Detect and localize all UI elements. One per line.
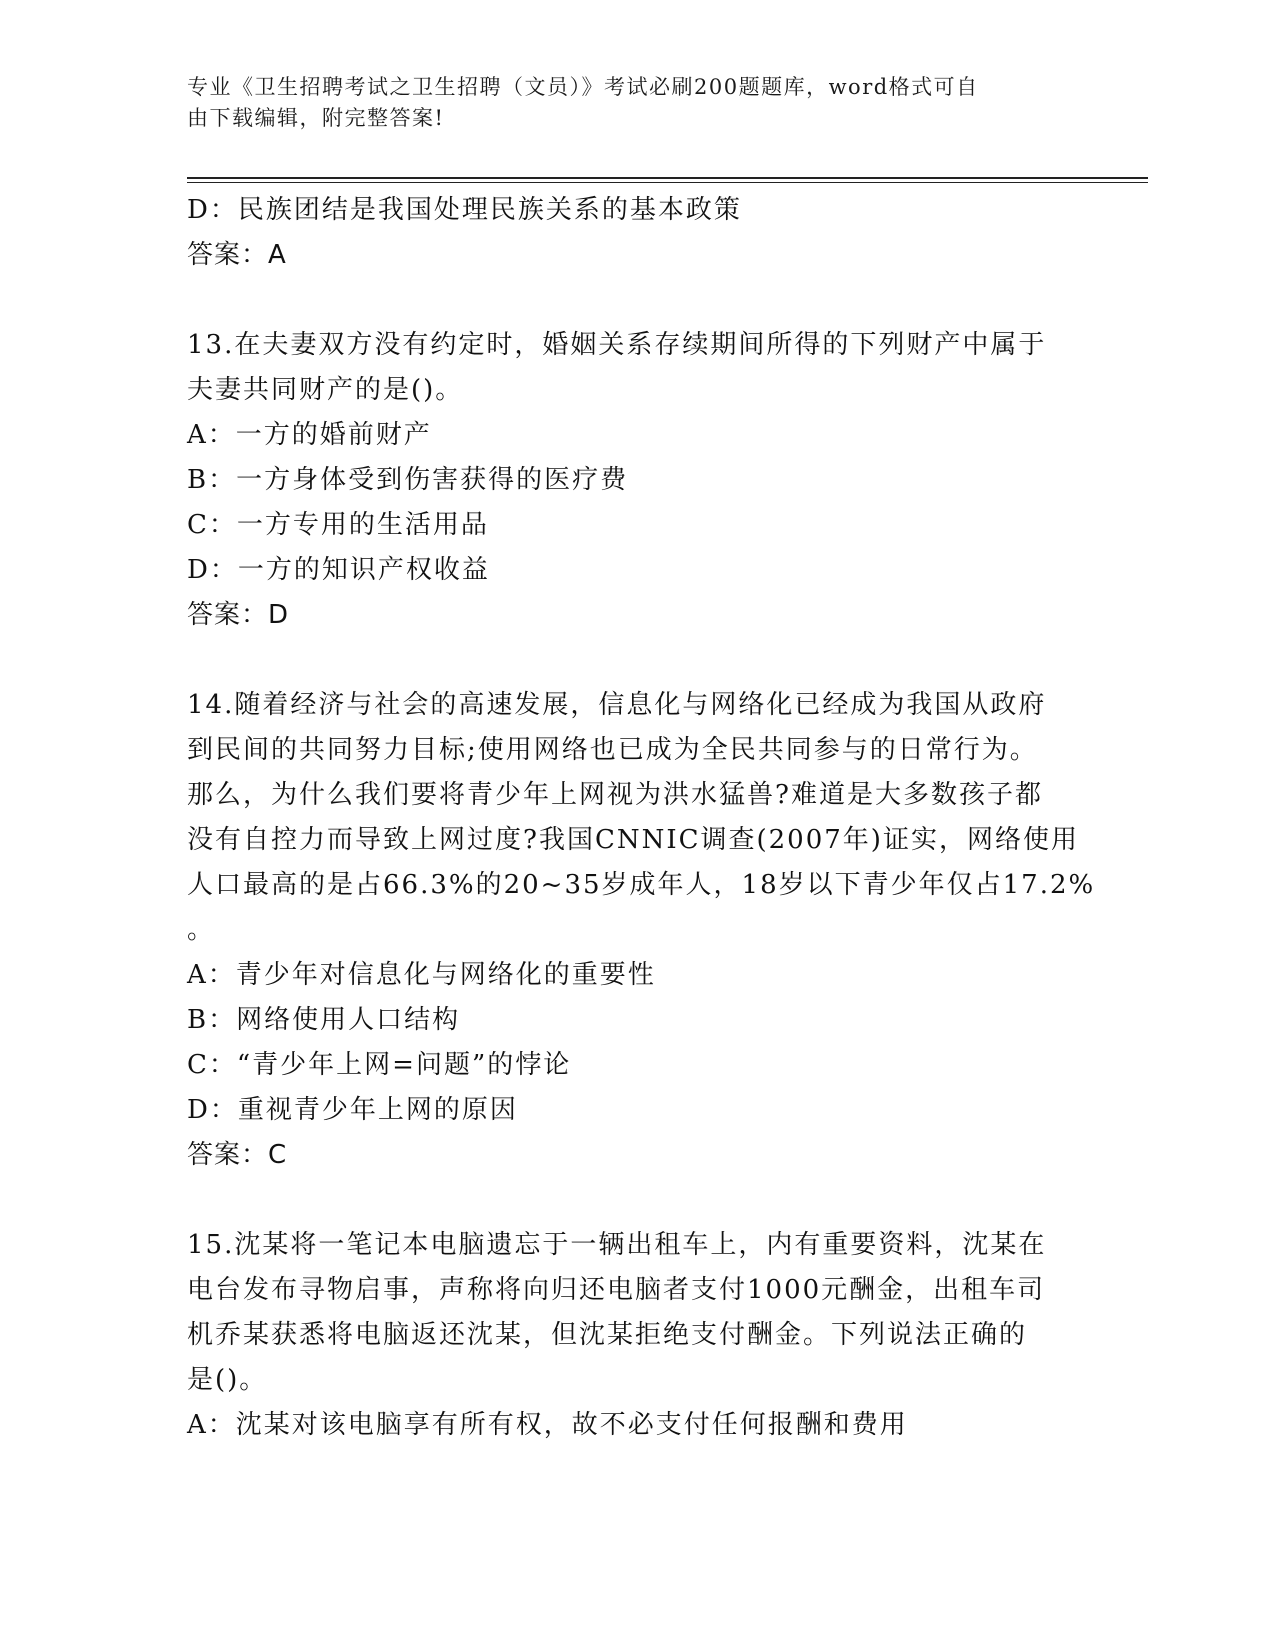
question-text: 机乔某获悉将电脑返还沈某，但沈某拒绝支付酬金。下列说法正确的 bbox=[187, 1320, 1028, 1350]
answer-line: 答案：D bbox=[187, 600, 290, 630]
question-block-12-tail bbox=[187, 188, 1087, 278]
question-text: 14.随着经济与社会的高速发展，信息化与网络化已经成为我国从政府 bbox=[187, 690, 1047, 720]
option-d: D：一方的知识产权收益 bbox=[187, 555, 490, 585]
question-text: 人口最高的是占66.3%的20~35岁成年人，18岁以下青少年仅占17.2% bbox=[187, 870, 1096, 900]
question-block-14 bbox=[187, 683, 1096, 1178]
answer-line: 答案：A bbox=[187, 240, 287, 270]
block-spacer bbox=[187, 1178, 1087, 1223]
question-text: 。 bbox=[187, 915, 216, 945]
option-a: A：青少年对信息化与网络化的重要性 bbox=[187, 960, 656, 990]
page-header bbox=[187, 72, 1067, 134]
question-content bbox=[187, 188, 1096, 1448]
question-text: 到民间的共同努力目标;使用网络也已成为全民共同参与的日常行为。 bbox=[187, 735, 1038, 765]
block-spacer bbox=[187, 638, 1087, 683]
header-line-1: 专业《卫生招聘考试之卫生招聘（文员）》考试必刷200题题库，word格式可自 bbox=[187, 75, 979, 99]
question-text: 夫妻共同财产的是()。 bbox=[187, 375, 464, 405]
question-text: 没有自控力而导致上网过度?我国CNNIC调查(2007年)证实，网络使用 bbox=[187, 825, 1079, 855]
option-d: D：民族团结是我国处理民族关系的基本政策 bbox=[187, 195, 742, 225]
option-a: A：沈某对该电脑享有所有权，故不必支付任何报酬和费用 bbox=[187, 1410, 908, 1440]
option-b: B：网络使用人口结构 bbox=[187, 1005, 461, 1035]
question-text: 那么，为什么我们要将青少年上网视为洪水猛兽?难道是大多数孩子都 bbox=[187, 780, 1043, 810]
answer-line: 答案：C bbox=[187, 1140, 288, 1170]
header-line-2: 由下载编辑，附完整答案! bbox=[187, 106, 445, 130]
question-text: 电台发布寻物启事，声称将向归还电脑者支付1000元酬金，出租车司 bbox=[187, 1275, 1046, 1305]
question-text: 是()。 bbox=[187, 1365, 268, 1395]
question-block-15 bbox=[187, 1223, 1087, 1448]
option-a: A：一方的婚前财产 bbox=[187, 420, 432, 450]
question-text: 15.沈某将一笔记本电脑遗忘于一辆出租车上，内有重要资料，沈某在 bbox=[187, 1230, 1047, 1260]
option-c: C：“青少年上网=问题”的悖论 bbox=[187, 1050, 572, 1080]
question-block-13 bbox=[187, 323, 1087, 638]
option-d: D：重视青少年上网的原因 bbox=[187, 1095, 518, 1125]
question-text: 13.在夫妻双方没有约定时，婚姻关系存续期间所得的下列财产中属于 bbox=[187, 330, 1047, 360]
option-c: C：一方专用的生活用品 bbox=[187, 510, 489, 540]
option-b: B：一方身体受到伤害获得的医疗费 bbox=[187, 465, 629, 495]
header-rule-thin bbox=[187, 182, 1148, 183]
block-spacer bbox=[187, 278, 1087, 323]
header-rule bbox=[187, 177, 1148, 179]
